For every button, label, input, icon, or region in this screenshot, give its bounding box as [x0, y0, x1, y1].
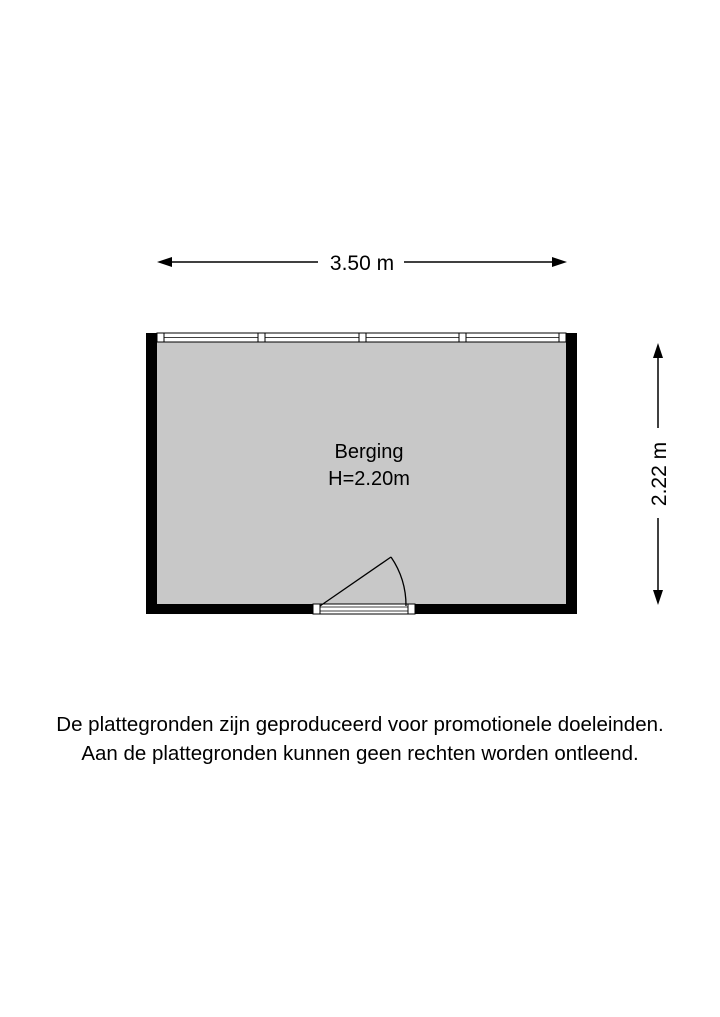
- arrow-up-icon: [653, 343, 663, 358]
- door-opening: [313, 604, 415, 614]
- room-name: Berging: [334, 441, 404, 463]
- disclaimer: [0, 710, 720, 768]
- window-post: [359, 333, 366, 342]
- height-dimension: [648, 343, 671, 605]
- arrow-down-icon: [653, 590, 663, 605]
- wall-left: [146, 333, 157, 614]
- door-jamb-right: [408, 604, 415, 614]
- door-jamb-left: [313, 604, 320, 614]
- disclaimer-line-2: Aan de plattegronden kunnen geen rechten worden ontleend.: [81, 742, 639, 765]
- wall-bottom-right: [415, 604, 577, 614]
- window-top: [157, 333, 566, 342]
- room-height: H=2.20m: [328, 468, 410, 490]
- width-dimension-label: 3.50 m: [329, 252, 395, 275]
- arrow-right-icon: [552, 257, 567, 267]
- window-post: [258, 333, 265, 342]
- height-dimension-label: 2.22 m: [648, 441, 671, 507]
- width-dimension: [157, 252, 567, 275]
- wall-bottom-left: [146, 604, 313, 614]
- window-post: [157, 333, 164, 342]
- disclaimer-line-1: De plattegronden zijn geproduceerd voor promotionele doeleinden.: [56, 713, 664, 736]
- window-post: [459, 333, 466, 342]
- window-post: [559, 333, 566, 342]
- arrow-left-icon: [157, 257, 172, 267]
- wall-right: [566, 333, 577, 614]
